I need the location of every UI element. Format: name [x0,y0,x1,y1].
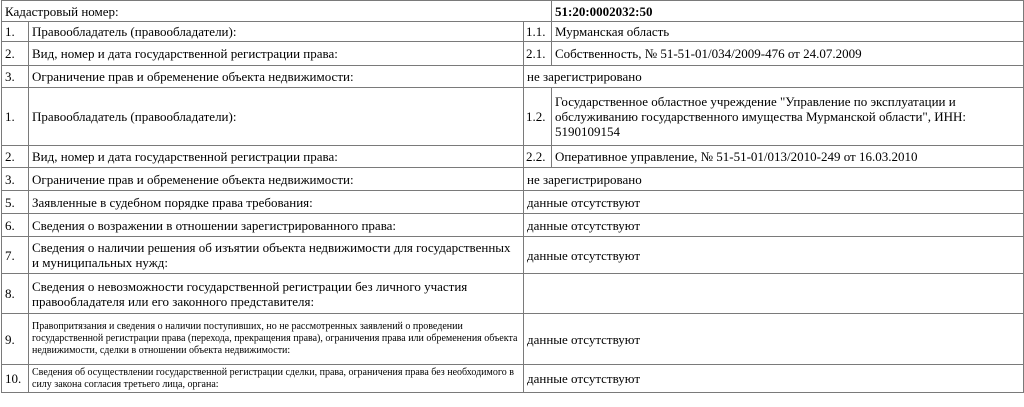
row-label: Ограничение прав и обременение объекта недвижимости: [29,168,524,191]
row-value: не зарегистрировано [524,168,1024,191]
row-number: 3. [2,168,29,191]
row-value: данные отсутствуют [524,191,1024,214]
rights-table [1,0,1024,393]
extract-document [1,0,1023,393]
table-row [2,237,1024,274]
row-number: 3. [2,66,29,88]
row-number: 8. [2,274,29,314]
cadastral-header-row [2,1,1024,22]
table-row [2,314,1024,365]
row-value: данные отсутствуют [524,214,1024,237]
row-value: не зарегистрировано [524,66,1024,88]
row-value: данные отсутствуют [524,365,1024,393]
table-row [2,88,1024,146]
row-number: 7. [2,237,29,274]
cadastral-number: 51:20:0002032:50 [552,1,1024,22]
row-label: Сведения о невозможности государственной регистрации без личного участия правообладателя или его законного представителя: [29,274,524,314]
row-label: Сведения об осуществлении государственной регистрации сделки, права, ограничения права без необходимого в силу закона согласия третьего лица, органа: [29,365,524,393]
row-number: 1. [2,22,29,42]
table-row [2,66,1024,88]
row-subnumber: 2.2. [524,146,552,168]
row-label: Сведения о наличии решения об изъятии объекта недвижимости для государственных и муниципальных нужд: [29,237,524,274]
row-label: Правообладатель (правообладатели): [29,22,524,42]
row-value: данные отсутствуют [524,314,1024,365]
table-row [2,146,1024,168]
row-subnumber: 2.1. [524,42,552,66]
row-number: 10. [2,365,29,393]
row-value: Мурманская область [552,22,1024,42]
row-subnumber: 1.2. [524,88,552,146]
cadastral-label: Кадастровый номер: [2,1,552,22]
row-number: 6. [2,214,29,237]
row-value: Государственное областное учреждение "Управление по эксплуатации и обслуживанию государственного имущества Мурманской области", ИНН: 5190109154 [552,88,1024,146]
table-row [2,191,1024,214]
row-label: Сведения о возражении в отношении зарегистрированного права: [29,214,524,237]
row-label: Правопритязания и сведения о наличии поступивших, но не рассмотренных заявлений о проведении государственной регистрации права (перехода, прекращения права), ограничения права или обременения объекта недвижимости, сделки в отношении объекта недвижимости: [29,314,524,365]
table-row [2,365,1024,393]
row-number: 2. [2,42,29,66]
row-number: 2. [2,146,29,168]
row-number: 5. [2,191,29,214]
table-row [2,42,1024,66]
row-number: 9. [2,314,29,365]
row-value [524,274,1024,314]
row-value: данные отсутствуют [524,237,1024,274]
table-row [2,22,1024,42]
row-label: Заявленные в судебном порядке права требования: [29,191,524,214]
table-row [2,168,1024,191]
row-value: Собственность, № 51-51-01/034/2009-476 от 24.07.2009 [552,42,1024,66]
table-row [2,274,1024,314]
table-row [2,214,1024,237]
row-number: 1. [2,88,29,146]
row-label: Ограничение прав и обременение объекта недвижимости: [29,66,524,88]
row-label: Вид, номер и дата государственной регистрации права: [29,42,524,66]
row-label: Правообладатель (правообладатели): [29,88,524,146]
row-subnumber: 1.1. [524,22,552,42]
row-value: Оперативное управление, № 51-51-01/013/2010-249 от 16.03.2010 [552,146,1024,168]
row-label: Вид, номер и дата государственной регистрации права: [29,146,524,168]
